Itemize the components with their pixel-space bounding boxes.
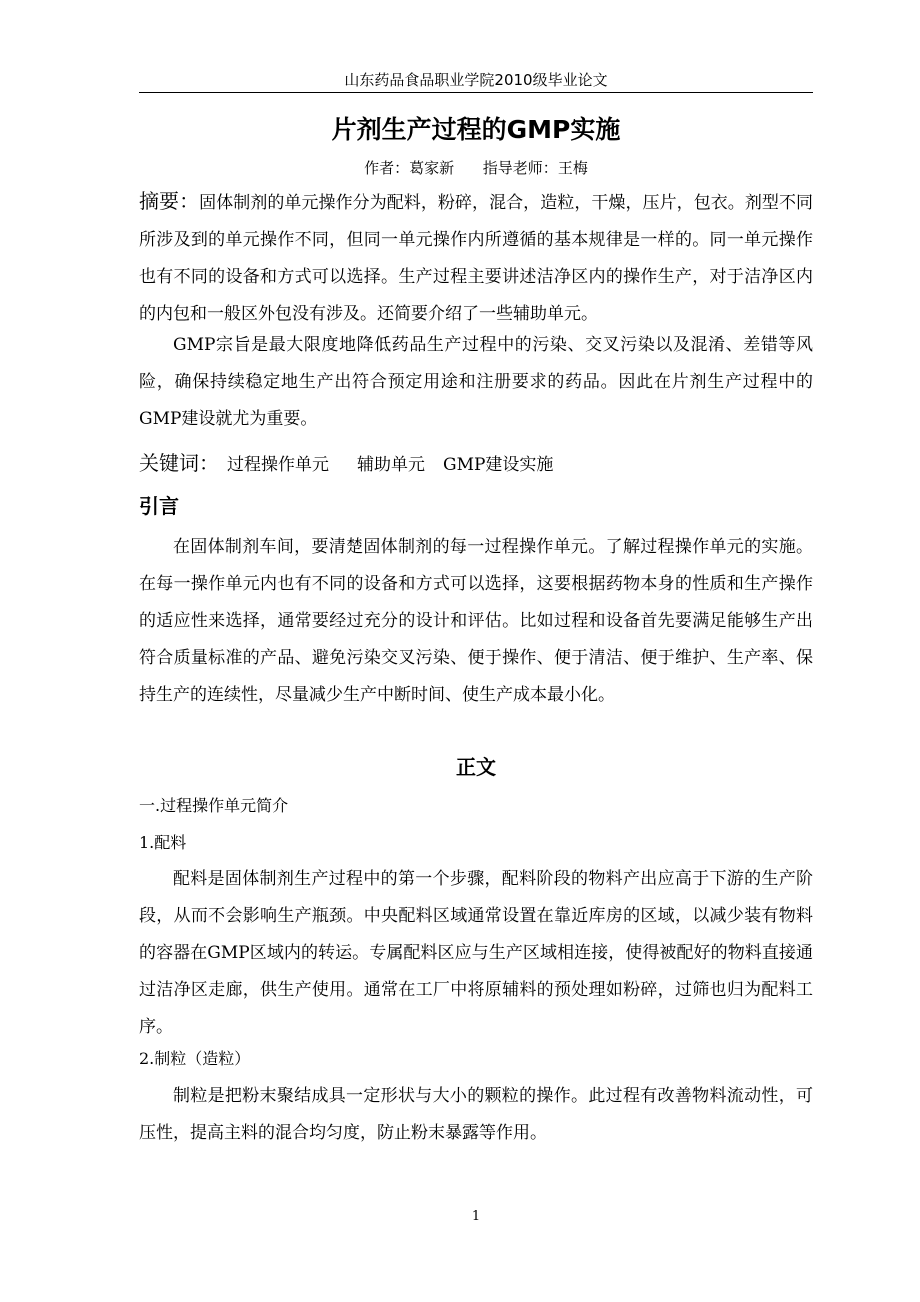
keywords-label: 关键词：	[139, 451, 219, 475]
keyword-item: 过程操作单元	[227, 455, 329, 475]
keywords-line	[139, 448, 813, 480]
intro-paragraph: 在固体制剂车间，要清楚固体制剂的每一过程操作单元。了解过程操作单元的实施。在每一操作单元内也有不同的设备和方式可以选择，这要根据药物本身的性质和生产操作的适应性来选择，通常要经过充分的设计和评估。比如过程和设备首先要满足能够生产出符合质量标准的产品、避免污染交叉污染、便于操作、便于清洁、便于维护、生产率、保持生产的连续性，尽量减少生产中断时间、使生产成本最小化。	[139, 537, 813, 705]
author-name: 葛家新	[409, 159, 455, 177]
author-label: 作者：	[364, 159, 410, 177]
subsection-2-title: 2.制粒（造粒）	[139, 1049, 251, 1068]
intro-heading: 引言	[139, 494, 179, 518]
byline	[139, 157, 813, 179]
abstract-label: 摘要：	[139, 189, 200, 213]
keyword-item: 辅助单元	[357, 455, 425, 475]
header-divider	[139, 92, 813, 93]
keyword-item: GMP建设实施	[443, 455, 554, 475]
abstract-paragraph-2: GMP宗旨是最大限度地降低药品生产过程中的污染、交叉污染以及混淆、差错等风险，确保持续稳定地生产出符合预定用途和注册要求的药品。因此在片剂生产过程中的GMP建设就尤为重要。	[139, 335, 813, 429]
abstract-paragraph-1	[139, 183, 813, 333]
abstract-text-1: 固体制剂的单元操作分为配料，粉碎，混合，造粒，干燥，压片，包衣。剂型不同所涉及到的单元操作不同，但同一单元操作内所遵循的基本规律是一样的。同一单元操作也有不同的设备和方式可以选择。生产过程主要讲述洁净区内的操作生产，对于洁净区内的内包和一般区外包没有涉及。还简要介绍了一些辅助单元。	[139, 193, 814, 324]
subsection-1-title: 1.配料	[139, 833, 187, 852]
subsection-2-paragraph: 制粒是把粉末聚结成具一定形状与大小的颗粒的操作。此过程有改善物料流动性，可压性，提高主料的混合均匀度，防止粉末暴露等作用。	[139, 1086, 813, 1143]
advisor-label: 指导老师：	[482, 159, 558, 177]
body-heading: 正文	[456, 755, 496, 779]
section-1-title: 一.过程操作单元简介	[139, 796, 289, 815]
subsection-1-paragraph: 配料是固体制剂生产过程中的第一个步骤，配料阶段的物料产出应高于下游的生产阶段，从而不会影响生产瓶颈。中央配料区域通常设置在靠近库房的区域，以减少装有物料的容器在GMP区域内的转运。专属配料区应与生产区域相连接，使得被配好的物料直接通过洁净区走廊，供生产使用。通常在工厂中将原辅料的预处理如粉碎，过筛也归为配料工序。	[139, 869, 813, 1037]
advisor-name: 王梅	[557, 159, 588, 177]
page-number: 1	[471, 1209, 481, 1224]
running-header: 山东药品食品职业学院2010级毕业论文	[344, 71, 608, 89]
document-title: 片剂生产过程的GMP实施	[331, 115, 621, 144]
